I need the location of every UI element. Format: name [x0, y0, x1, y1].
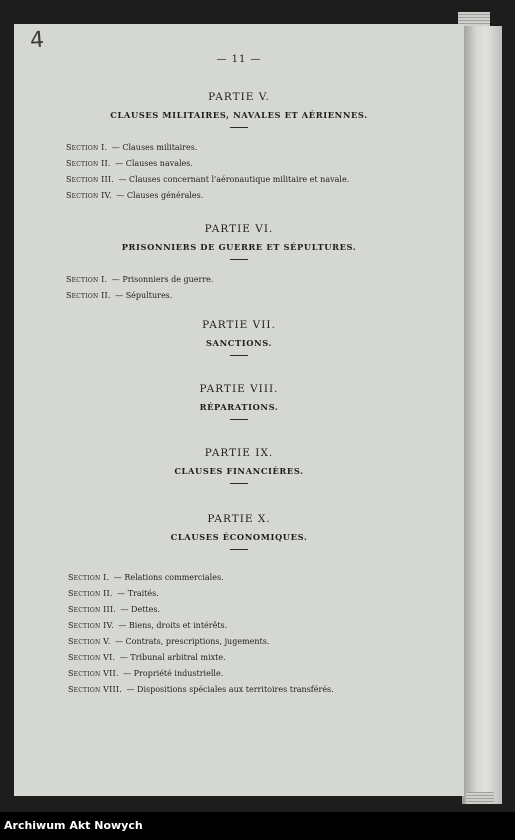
part-title: PARTIE VIII.: [199, 383, 279, 395]
list-item: [68, 570, 334, 586]
page-number: — 11 —: [216, 54, 262, 65]
section-title: — Clauses concernant l'aéronautique militaire et navale.: [118, 175, 350, 184]
section-title: — Sépultures.: [115, 291, 173, 300]
part-x-heading: [14, 512, 464, 550]
part-title: PARTIE VI.: [204, 223, 274, 235]
section-title: — Traités.: [117, 589, 159, 598]
part-vi-sections: [66, 272, 213, 304]
section-key: Section II.: [68, 589, 113, 598]
divider-rule: [230, 483, 248, 484]
section-title: — Propriété industrielle.: [123, 669, 224, 678]
part-vii-heading: [14, 318, 464, 356]
divider-rule: [230, 127, 248, 128]
handwritten-archive-mark: 4: [29, 27, 45, 54]
section-title: — Tribunal arbitral mixte.: [119, 653, 226, 662]
part-x-sections: [68, 570, 334, 698]
section-key: Section IV.: [66, 191, 112, 200]
archive-watermark-text: Archiwum Akt Nowych: [4, 819, 143, 832]
section-title: — Relations commerciales.: [113, 573, 224, 582]
section-key: Section III.: [66, 175, 114, 184]
section-title: — Dispositions spéciales aux territoires transférés.: [126, 685, 334, 694]
part-title: PARTIE X.: [207, 513, 271, 525]
part-title: PARTIE IX.: [204, 447, 274, 459]
list-item: [66, 156, 349, 172]
divider-rule: [230, 549, 248, 550]
divider-rule: [230, 259, 248, 260]
list-item: [68, 650, 334, 666]
list-item: [66, 272, 213, 288]
section-title: — Clauses militaires.: [111, 143, 198, 152]
list-item: [66, 172, 349, 188]
section-title: — Clauses générales.: [116, 191, 204, 200]
part-subtitle: RÉPARATIONS.: [199, 402, 279, 412]
section-key: Section VIII.: [68, 685, 122, 694]
part-viii-heading: [14, 382, 464, 420]
list-item: [68, 618, 334, 634]
section-key: Section II.: [66, 291, 111, 300]
list-item: [66, 288, 213, 304]
section-key: Section III.: [68, 605, 116, 614]
document-page: [14, 24, 464, 796]
list-item: [66, 140, 349, 156]
divider-rule: [230, 419, 248, 420]
part-subtitle: CLAUSES FINANCIÈRES.: [174, 466, 304, 476]
list-item: [68, 602, 334, 618]
list-item: [68, 666, 334, 682]
part-subtitle: SANCTIONS.: [205, 338, 273, 348]
section-key: Section II.: [66, 159, 111, 168]
part-title: PARTIE VII.: [202, 319, 276, 331]
section-key: Section IV.: [68, 621, 114, 630]
section-title: — Clauses navales.: [115, 159, 193, 168]
part-title: PARTIE V.: [208, 91, 270, 103]
section-title: — Dettes.: [120, 605, 161, 614]
page-edge-right: [462, 26, 502, 804]
section-key: Section V.: [68, 637, 111, 646]
section-title: — Prisonniers de guerre.: [111, 275, 214, 284]
list-item: [66, 188, 349, 204]
part-v-sections: [66, 140, 349, 204]
part-subtitle: PRISONNIERS DE GUERRE ET SÉPULTURES.: [121, 242, 357, 252]
section-key: Section VI.: [68, 653, 116, 662]
section-title: — Contrats, prescriptions, jugements.: [115, 637, 270, 646]
part-subtitle: CLAUSES MILITAIRES, NAVALES ET AÉRIENNES.: [110, 110, 368, 120]
part-subtitle: CLAUSES ÉCONOMIQUES.: [170, 532, 308, 542]
section-key: Section I.: [66, 275, 108, 284]
section-key: Section I.: [68, 573, 110, 582]
part-ix-heading: [14, 446, 464, 484]
page-edge-tab-bottom: [466, 792, 494, 804]
section-title: — Biens, droits et intérêts.: [118, 621, 228, 630]
section-key: Section I.: [66, 143, 108, 152]
divider-rule: [230, 355, 248, 356]
list-item: [68, 682, 334, 698]
list-item: [68, 634, 334, 650]
list-item: [68, 586, 334, 602]
section-key: Section VII.: [68, 669, 119, 678]
part-vi-heading: [14, 222, 464, 260]
part-v-heading: [14, 90, 464, 128]
